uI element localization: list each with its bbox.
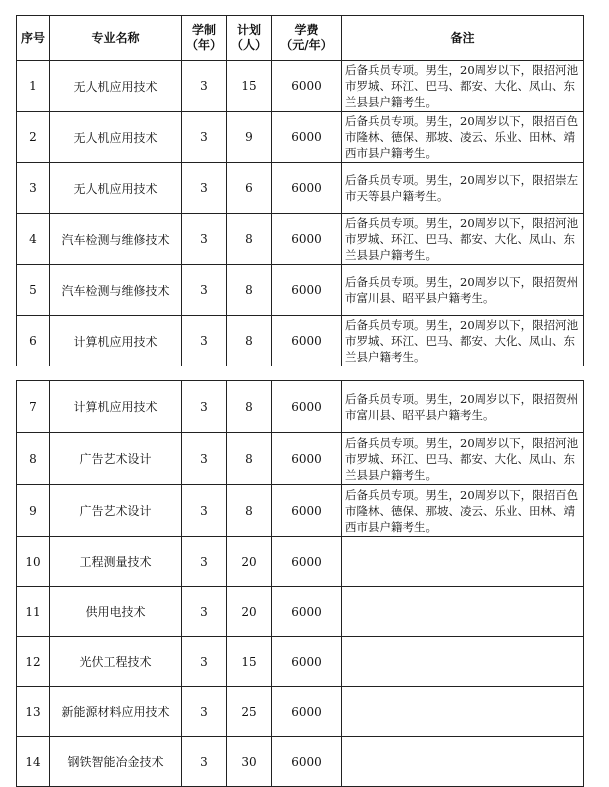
cell-plan: 8 (227, 381, 272, 433)
cell-note (342, 737, 584, 787)
cell-note (342, 637, 584, 687)
cell-plan: 30 (227, 737, 272, 787)
cell-major: 工程测量技术 (50, 537, 182, 587)
table-row (17, 316, 584, 367)
cell-duration: 3 (182, 687, 227, 737)
cell-fee: 6000 (272, 637, 342, 687)
cell-duration: 3 (182, 587, 227, 637)
cell-seq: 4 (17, 214, 50, 265)
cell-note (342, 687, 584, 737)
cell-duration: 3 (182, 265, 227, 316)
cell-seq: 11 (17, 587, 50, 637)
cell-plan: 15 (227, 61, 272, 112)
cell-duration: 3 (182, 433, 227, 485)
table-row (17, 163, 584, 214)
cell-note: 后备兵员专项。男生，20周岁以下，限招崇左市天等县户籍考生。 (342, 163, 584, 214)
cell-major: 钢铁智能冶金技术 (50, 737, 182, 787)
cell-note: 后备兵员专项。男生，20周岁以下，限招河池市罗城、环江、巴马、都安、大化、凤山、东兰县县户籍考生。 (342, 433, 584, 485)
header-plan: 计划 （人） (227, 16, 272, 61)
cell-major: 无人机应用技术 (50, 61, 182, 112)
cell-major: 广告艺术设计 (50, 433, 182, 485)
cell-duration: 3 (182, 61, 227, 112)
table-row (17, 433, 584, 485)
table-row (17, 214, 584, 265)
cell-plan: 8 (227, 485, 272, 537)
cell-seq: 1 (17, 61, 50, 112)
table-row (17, 737, 584, 787)
cell-major: 计算机应用技术 (50, 316, 182, 367)
cell-major: 计算机应用技术 (50, 381, 182, 433)
cell-seq: 3 (17, 163, 50, 214)
table-row (17, 687, 584, 737)
table-header-row (17, 16, 584, 61)
cell-fee: 6000 (272, 163, 342, 214)
cell-duration: 3 (182, 214, 227, 265)
cell-fee: 6000 (272, 316, 342, 367)
cell-major: 广告艺术设计 (50, 485, 182, 537)
header-duration: 学制 （年） (182, 16, 227, 61)
cell-fee: 6000 (272, 537, 342, 587)
cell-duration: 3 (182, 163, 227, 214)
header-fee: 学费 （元/年） (272, 16, 342, 61)
cell-major: 无人机应用技术 (50, 112, 182, 163)
cell-fee: 6000 (272, 381, 342, 433)
cell-note: 后备兵员专项。男生，20周岁以下，限招贺州市富川县、昭平县户籍考生。 (342, 265, 584, 316)
cell-plan: 15 (227, 637, 272, 687)
cell-note: 后备兵员专项。男生，20周岁以下，限招河池市罗城、环江、巴马、都安、大化、凤山、东兰县县户籍考生。 (342, 214, 584, 265)
cell-fee: 6000 (272, 265, 342, 316)
cell-note: 后备兵员专项。男生，20周岁以下，限招百色市隆林、德保、那坡、凌云、乐业、田林、靖西市县户籍考生。 (342, 112, 584, 163)
cell-seq: 2 (17, 112, 50, 163)
cell-plan: 9 (227, 112, 272, 163)
cell-duration: 3 (182, 485, 227, 537)
cell-seq: 9 (17, 485, 50, 537)
cell-note: 后备兵员专项。男生，20周岁以下，限招河池市罗城、环江、巴马、都安、大化、凤山、东兰县户籍考生。 (342, 316, 584, 367)
cell-plan: 6 (227, 163, 272, 214)
table-row (17, 485, 584, 537)
cell-major: 光伏工程技术 (50, 637, 182, 687)
cell-major: 供用电技术 (50, 587, 182, 637)
page-gap (14, 366, 585, 380)
cell-seq: 5 (17, 265, 50, 316)
cell-plan: 8 (227, 433, 272, 485)
table-row (17, 61, 584, 112)
cell-plan: 8 (227, 214, 272, 265)
table-row (17, 637, 584, 687)
cell-seq: 13 (17, 687, 50, 737)
cell-fee: 6000 (272, 737, 342, 787)
cell-note: 后备兵员专项。男生，20周岁以下，限招贺州市富川县、昭平县户籍考生。 (342, 381, 584, 433)
cell-seq: 6 (17, 316, 50, 367)
cell-plan: 25 (227, 687, 272, 737)
cell-fee: 6000 (272, 687, 342, 737)
header-seq: 序号 (17, 16, 50, 61)
cell-fee: 6000 (272, 433, 342, 485)
cell-note: 后备兵员专项。男生，20周岁以下，限招百色市隆林、德保、那坡、凌云、乐业、田林、靖西市县户籍考生。 (342, 485, 584, 537)
cell-fee: 6000 (272, 485, 342, 537)
cell-plan: 8 (227, 265, 272, 316)
table-row (17, 537, 584, 587)
enrollment-table-part2 (16, 380, 584, 787)
cell-seq: 10 (17, 537, 50, 587)
header-major: 专业名称 (50, 16, 182, 61)
cell-duration: 3 (182, 316, 227, 367)
cell-major: 汽车检测与维修技术 (50, 265, 182, 316)
cell-plan: 20 (227, 537, 272, 587)
table-row (17, 265, 584, 316)
cell-note: 后备兵员专项。男生，20周岁以下，限招河池市罗城、环江、巴马、都安、大化、凤山、东兰县县户籍考生。 (342, 61, 584, 112)
cell-major: 汽车检测与维修技术 (50, 214, 182, 265)
cell-duration: 3 (182, 112, 227, 163)
cell-fee: 6000 (272, 587, 342, 637)
table-row (17, 381, 584, 433)
cell-fee: 6000 (272, 214, 342, 265)
cell-duration: 3 (182, 637, 227, 687)
cell-note (342, 587, 584, 637)
cell-duration: 3 (182, 381, 227, 433)
cell-major: 无人机应用技术 (50, 163, 182, 214)
cell-major: 新能源材料应用技术 (50, 687, 182, 737)
table-row (17, 587, 584, 637)
header-note: 备注 (342, 16, 584, 61)
cell-seq: 14 (17, 737, 50, 787)
table-row (17, 112, 584, 163)
cell-plan: 20 (227, 587, 272, 637)
cell-seq: 12 (17, 637, 50, 687)
cell-duration: 3 (182, 737, 227, 787)
cell-plan: 8 (227, 316, 272, 367)
cell-fee: 6000 (272, 61, 342, 112)
cell-fee: 6000 (272, 112, 342, 163)
cell-seq: 8 (17, 433, 50, 485)
cell-duration: 3 (182, 537, 227, 587)
cell-seq: 7 (17, 381, 50, 433)
enrollment-table-part1 (16, 15, 584, 367)
cell-note (342, 537, 584, 587)
